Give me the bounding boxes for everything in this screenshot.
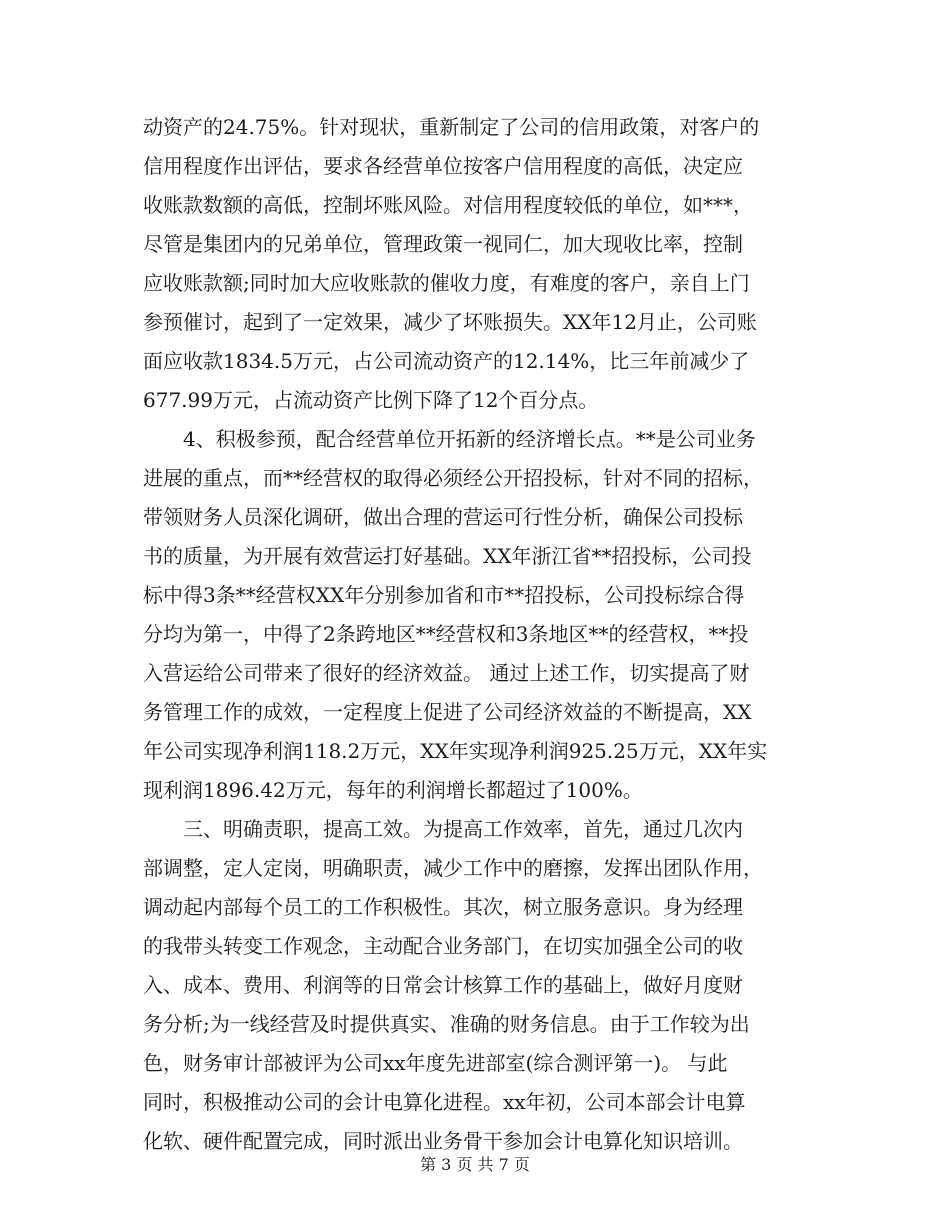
text-line: 入、成本、费用、利润等的日常会计核算工作的基础上，做好月度财	[143, 973, 743, 997]
text-line: 应收账款额;同时加大应收账款的催收力度，有难度的客户，亲自上门	[143, 271, 750, 295]
text-line: 677.99万元，占流动资产比例下降了12个百分点。	[143, 388, 599, 412]
text-line: 标中得3条**经营权XX年分别参加省和市**招投标，公司投标综合得	[143, 583, 745, 607]
text-line: 三、明确责职，提高工效。为提高工作效率，首先，通过几次内	[143, 817, 743, 841]
text-line: 分均为第一，中得了2条跨地区**经营权和3条地区**的经营权，**投	[143, 622, 749, 646]
text-line: 同时，积极推动公司的会计电算化进程。xx年初，公司本部会计电算	[143, 1090, 746, 1114]
text-line: 色，财务审计部被评为公司xx年度先进部室(综合测评第一)。 与此	[143, 1051, 728, 1075]
text-line: 的我带头转变工作观念，主动配合业务部门，在切实加强全公司的收	[143, 934, 743, 958]
text-line: 参预催讨，起到了一定效果，减少了坏账损失。XX年12月止，公司账	[143, 310, 757, 334]
text-line: 动资产的24.75%。针对现状，重新制定了公司的信用政策，对客户的	[143, 115, 760, 139]
text-line: 现利润1896.42万元，每年的利润增长都超过了100%。	[143, 778, 643, 802]
text-line: 书的质量，为开展有效营运打好基础。XX年浙江省**招投标，公司投	[143, 544, 752, 568]
text-line: 务分析;为一线经营及时提供真实、准确的财务信息。由于工作较为出	[143, 1012, 750, 1036]
text-line: 收账款数额的高低，控制坏账风险。对信用程度较低的单位，如***，	[143, 193, 753, 217]
text-line: 面应收款1834.5万元，占公司流动资产的12.14%，比三年前减少了	[143, 349, 750, 373]
page-footer	[0, 1153, 950, 1177]
text-line: 尽管是集团内的兄弟单位，管理政策一视同仁，加大现收比率，控制	[143, 232, 743, 256]
page-number: 第 3 页 共 7 页	[420, 1155, 530, 1174]
text-line: 调动起内部每个员工的工作积极性。其次，树立服务意识。身为经理	[143, 895, 743, 919]
text-line: 部调整，定人定岗，明确职责，减少工作中的磨擦，发挥出团队作用，	[143, 856, 763, 880]
text-line: 带领财务人员深化调研，做出合理的营运可行性分析，确保公司投标	[143, 505, 743, 529]
text-line: 化软、硬件配置完成，同时派出业务骨干参加会计电算化知识培训。	[143, 1129, 743, 1153]
body-text	[143, 108, 815, 1161]
text-line: 年公司实现净利润118.2万元，XX年实现净利润925.25万元，XX年实	[143, 739, 768, 763]
text-line: 进展的重点，而**经营权的取得必须经公开招投标，针对不同的招标，	[143, 466, 763, 490]
text-line: 信用程度作出评估，要求各经营单位按客户信用程度的高低，决定应	[143, 154, 743, 178]
text-line: 4、积极参预，配合经营单位开拓新的经济增长点。**是公司业务	[143, 427, 756, 451]
text-line: 入营运给公司带来了很好的经济效益。 通过上述工作，切实提高了财	[143, 661, 750, 685]
text-line: 务管理工作的成效，一定程度上促进了公司经济效益的不断提高，XX	[143, 700, 752, 724]
